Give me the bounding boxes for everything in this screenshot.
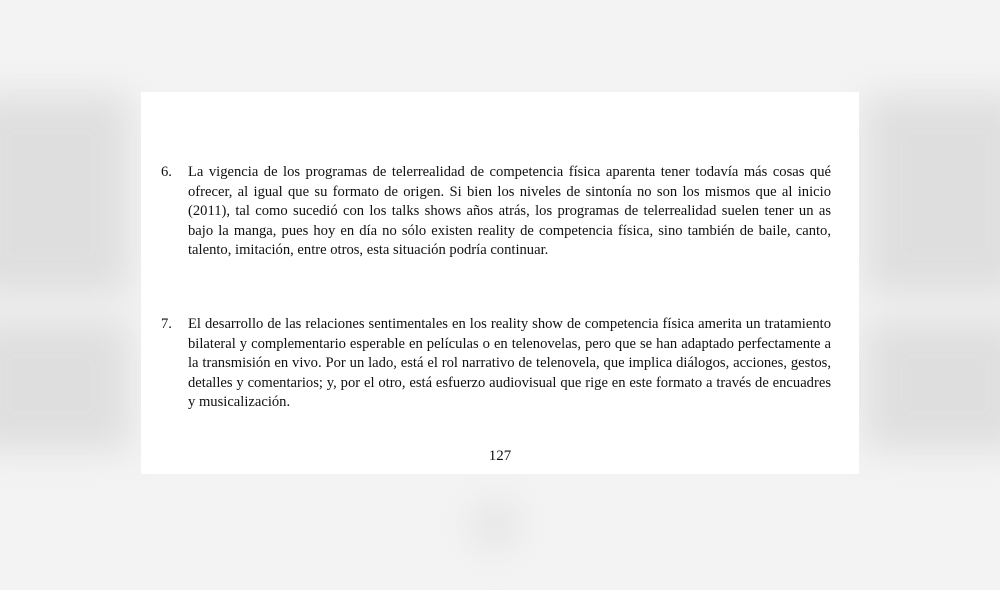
document-page [141,92,859,474]
list-item-text: El desarrollo de las relaciones sentimentales en los reality show de competencia física amerita un tratamiento bilateral y complementario esperable en películas o en telenovelas, pero que se han adaptado perfectamente a la transmisión en vivo. Por un lado, está el rol narrativo de telenovela, que implica diálogos, acciones, gestos, detalles y comentarios; y, por el otro, está esfuerzo audiovisual que rige en este formato a través de encuadres y musicalización. [188,316,831,411]
blurred-background-right-top [865,95,1000,295]
blurred-background-left-bottom [0,320,130,450]
list-item-number: 7. [161,316,172,332]
list-item-7 [161,315,831,413]
blurred-background-right-bottom [865,320,1000,450]
page-number: 127 [488,448,512,464]
list-item-number: 6. [161,164,172,180]
list-item-text: La vigencia de los programas de telerrealidad de competencia física aparenta tener todavía más cosas qué ofrecer, al igual que su formato de origen. Si bien los niveles de sintonía no son los mismos que al inicio (2011), tal como sucedió con los talks shows años atrás, los programas de telerrealidad suelen tener un as bajo la manga, pues hoy en día no sólo existen reality de competencia física, sino también de baile, canto, talento, imitación, entre otros, esta situación podría continuar. [188,164,831,259]
blurred-background-left-top [0,95,130,295]
list-item-6 [161,163,831,261]
blurred-background-bottom [470,500,520,550]
